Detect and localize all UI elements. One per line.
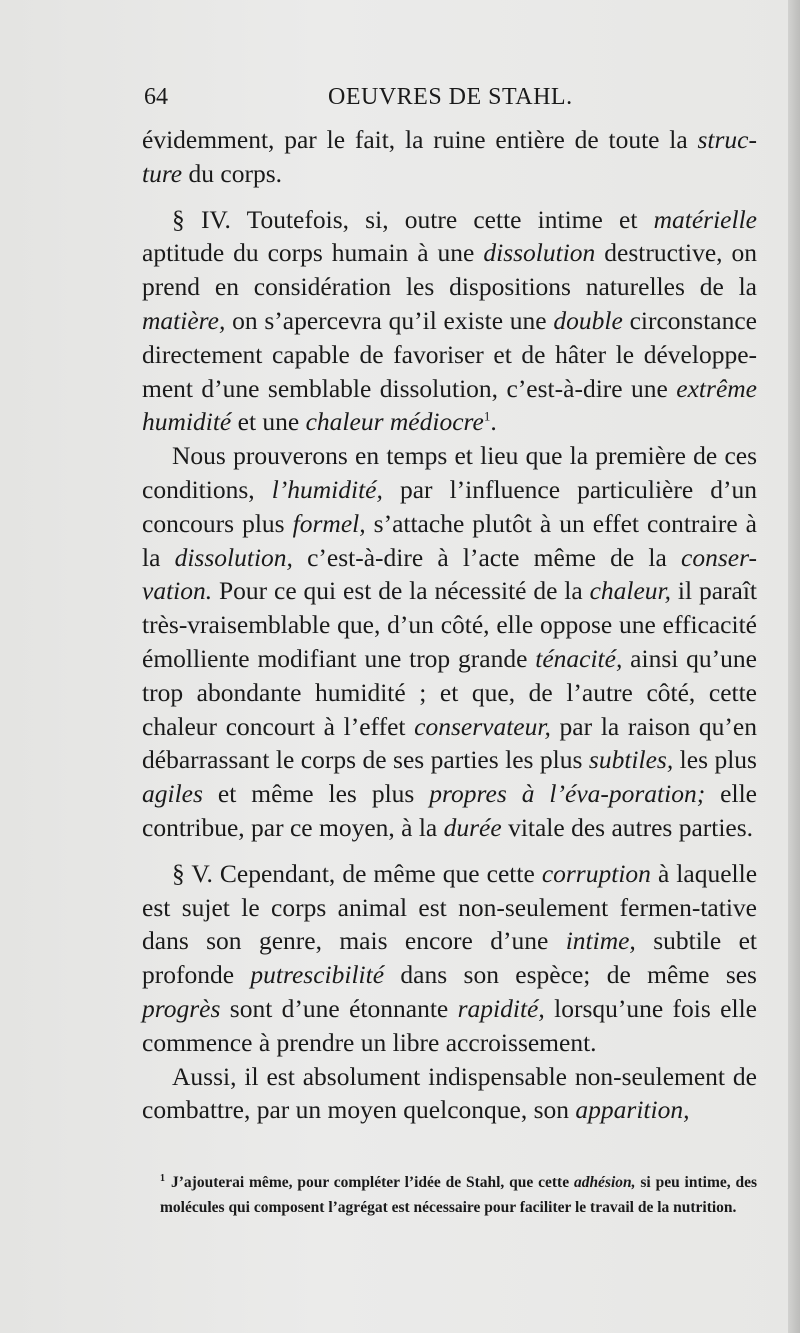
italic-term: rapidité, (457, 993, 545, 1023)
italic-term: apparition, (575, 1095, 690, 1125)
italic-term: formel, (292, 508, 366, 538)
italic-term: chaleur, (589, 576, 672, 606)
italic-term: chaleur médiocre (305, 407, 484, 437)
italic-term: matérielle (653, 204, 757, 234)
paragraph-1: évidemment, par le fait, la ruine entière de toute la struc-ture du corps. (142, 125, 757, 188)
footnote-reference[interactable]: 1 (483, 408, 491, 424)
italic-term: dissolution, (174, 542, 293, 572)
italic-term: conser-vation. (142, 542, 757, 606)
italic-term: propres à l’éva-poration; (429, 779, 706, 809)
italic-term: extrême humidité (142, 373, 757, 437)
footnote-marker: 1 (160, 1172, 165, 1184)
italic-term: ténacité, (535, 643, 623, 673)
footnote: $^1$ J’ajouterai même, pour compléter l’idée de Stahl, que cette adhésion, si peu intime, des molécules qui composent l’agrégat est nécessaire pour faciliter le travail de la nutrition. (160, 1172, 757, 1216)
italic-term: durée (443, 812, 502, 842)
paragraph-section-iv: § IV. Toutefois, si, outre cette intime et matérielle aptitude du corps humain à une dissolution destructive, on prend en considération les dispositions naturelles de la matière, on s’apercevra qu’il existe une double circonstance directement capable de favoriser et de hâter le développe-ment d’une semblable dissolution, c’est-à-dire une extrême humidité et une chaleur médiocre$^1$. (142, 204, 757, 437)
italic-term: putrescibilité (250, 960, 385, 990)
page-header (140, 84, 760, 114)
italic-term: struc-ture (142, 125, 757, 188)
italic-term: dissolution (483, 238, 596, 268)
paragraph-5: Aussi, il est absolument indispensable non-seulement de combattre, par un moyen quelconque, son apparition, (142, 1061, 757, 1125)
running-title: OEUVRES DE STAHL. (328, 84, 573, 110)
italic-term: subtiles, (588, 745, 674, 775)
italic-term: l’humidité, (271, 474, 383, 504)
italic-term: corruption (541, 858, 651, 888)
paragraph-section-v: § V. Cependant, de même que cette corruption à laquelle est sujet le corps animal est non-seulement fermen-tative dans son genre, mais encore d’une intime, subtile et profonde putrescibilité dans son espèce; de même ses progrès sont d’une étonnante rapidité, lorsqu’une fois elle commence à prendre un libre accroissement. (142, 858, 758, 1057)
italic-term: progrès (142, 993, 221, 1023)
italic-term: intime, (565, 926, 636, 956)
paragraph-3: Nous prouverons en temps et lieu que la première de ces conditions, l’humidité, par l’influence particulière d’un concours plus formel, s’attache plutôt à un effet contraire à la dissolution, c’est-à-dire à l’acte même de la conser-vation. Pour ce qui est de la nécessité de la chaleur, il paraît très-vraisemblable que, d’un côté, elle oppose une efficacité émolliente modifiant une trop grande ténacité, ainsi qu’une trop abondante humidité ; et que, de l’autre côté, cette chaleur concourt à l’effet conservateur, par la raison qu’en débarrassant le corps de ses parties les plus subtiles, les plus agiles et même les plus propres à l’éva-poration; elle contribue, par ce moyen, à la durée vitale des autres parties. (142, 441, 757, 842)
page-edge (788, 0, 800, 1333)
body-text (142, 123, 757, 1127)
italic-term: agiles (142, 779, 203, 809)
italic-term: double (553, 305, 623, 335)
italic-term: conservateur, (414, 711, 551, 741)
italic-term: adhésion, (573, 1174, 636, 1191)
italic-term: matière, (142, 305, 226, 335)
page-number: 64 (144, 84, 168, 110)
